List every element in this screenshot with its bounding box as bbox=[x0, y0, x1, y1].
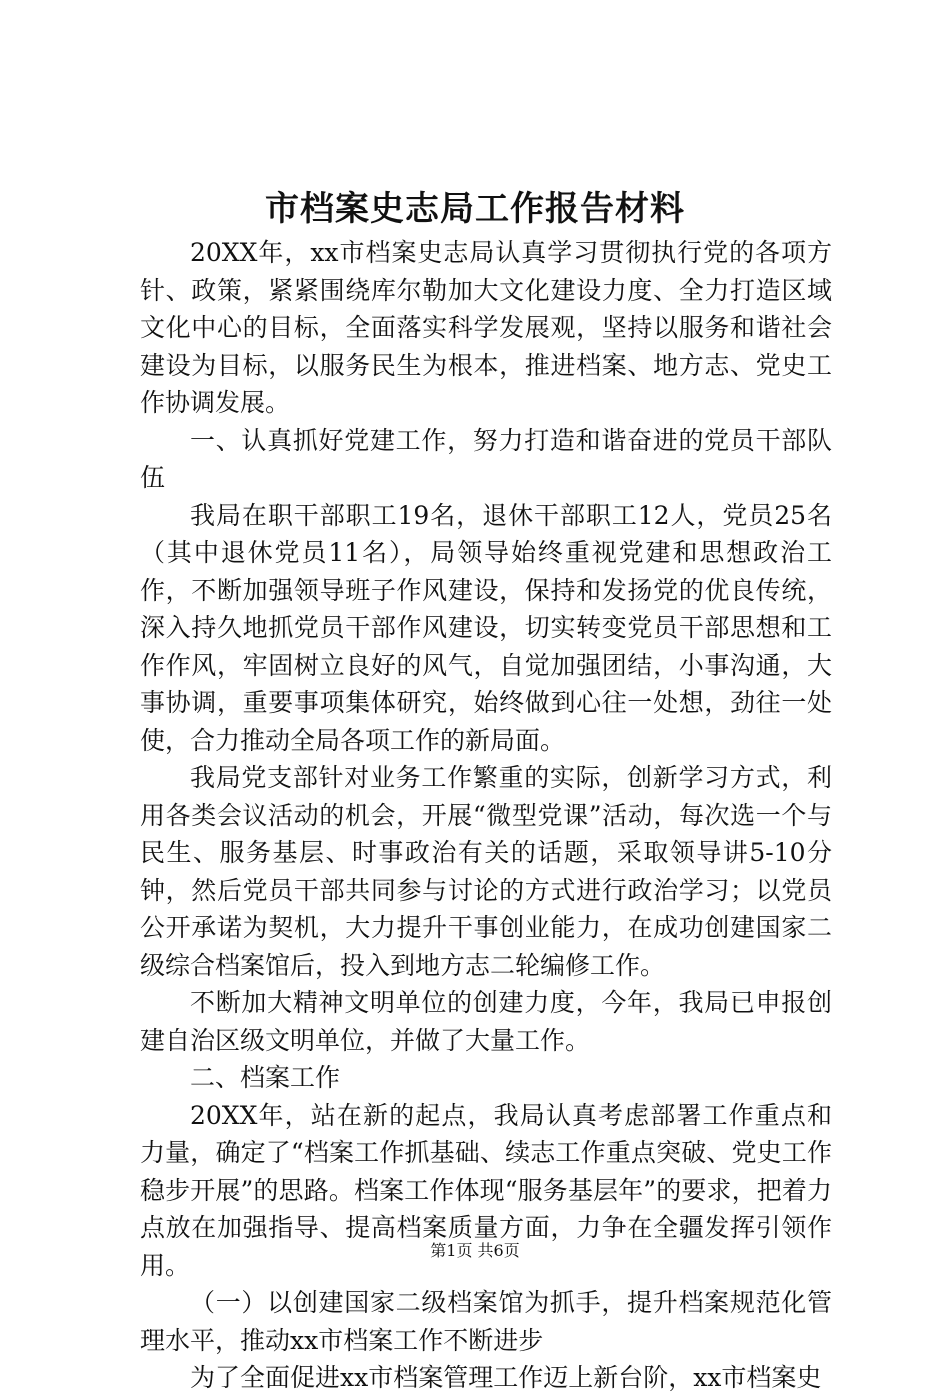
paragraph-staff: 我局在职干部职工19名，退休干部职工12人，党员25名（其中退休党员11名），局领导始终重视党建和思想政治工作，不断加强领导班子作风建设，保持和发扬党的优良传统，深入持久地抓党员干部作风建设，切实转变党员干部思想和工作作风，牢固树立良好的风气，自觉加强团结，小事沟通，大事协调，重要事项集体研究，始终做到心往一处想，劲往一处使，合力推动全局各项工作的新局面。 bbox=[140, 500, 832, 755]
paragraph-civilization: 不断加大精神文明单位的创建力度，今年，我局已申报创建自治区级文明单位，并做了大量工作。 bbox=[140, 988, 832, 1055]
paragraph-archives-work: 20XX年，站在新的起点，我局认真考虑部署工作重点和力量，确定了“档案工作抓基础、续志工作重点突破、党史工作稳步开展”的思路。档案工作体现“服务基层年”的要求，把着力点放在加强指导、提高档案质量方面，力争在全疆发挥引领作用。 bbox=[140, 1100, 832, 1280]
document-body bbox=[140, 234, 832, 1397]
section-heading-archives: 二、档案工作 bbox=[190, 1063, 341, 1092]
paragraph-intro: 20XX年，xx市档案史志局认真学习贯彻执行党的各项方针、政策，紧紧围绕库尔勒加大文化建设力度、全力打造区域文化中心的目标，全面落实科学发展观，坚持以服务和谐社会建设为目标，以服务民生为根本，推进档案、地方志、党史工作协调发展。 bbox=[140, 238, 832, 417]
section-heading-party-building: 一、认真抓好党建工作，努力打造和谐奋进的党员干部队伍 bbox=[140, 425, 832, 492]
paragraph-party-branch: 我局党支部针对业务工作繁重的实际，创新学习方式，利用各类会议活动的机会，开展“微型党课”活动，每次选一个与民生、服务基层、时事政治有关的话题，采取领导讲5-10分钟，然后党员干部共同参与讨论的方式进行政治学习；以党员公开承诺为契机，大力提升干事创业能力，在成功创建国家二级综合档案馆后，投入到地方志二轮编修工作。 bbox=[140, 763, 832, 980]
page-number: 第1页 共6页 bbox=[430, 1241, 520, 1260]
subsection-heading-archive-hall: （一）以创建国家二级档案馆为抓手，提升档案规范化管理水平，推动xx市档案工作不断进步 bbox=[140, 1288, 832, 1355]
document-title: 市档案史志局工作报告材料 bbox=[265, 189, 685, 229]
paragraph-archive-management: 为了全面促进xx市档案管理工作迈上新台阶，xx市档案史 bbox=[190, 1363, 822, 1392]
